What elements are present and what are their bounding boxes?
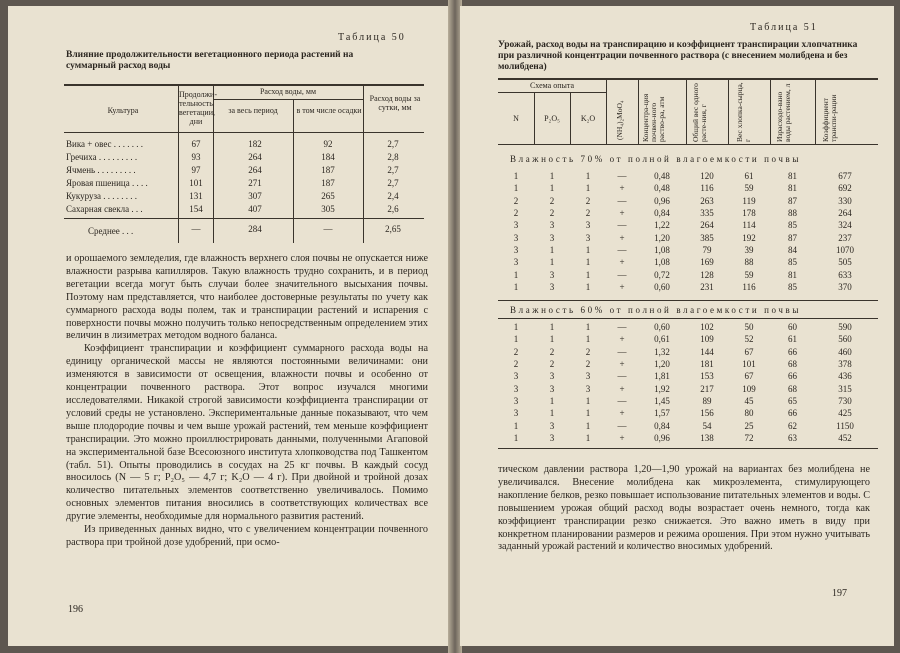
mo-sign: + xyxy=(619,408,625,419)
total-value: 264 xyxy=(248,164,262,175)
concentration-value: 1,08 xyxy=(654,245,670,256)
coef-value: 264 xyxy=(838,208,852,219)
average-precip: — xyxy=(323,224,333,234)
mo-sign: + xyxy=(619,433,625,444)
concentration-value: 0,72 xyxy=(654,269,670,280)
water-value: 66 xyxy=(788,408,797,419)
days-value: 93 xyxy=(191,151,201,162)
daily-value: 2,7 xyxy=(387,177,399,188)
n-value: 3 xyxy=(513,408,519,419)
days-value: 97 xyxy=(191,164,201,175)
coef-value: 1070 xyxy=(836,245,854,256)
concentration-value: 1,92 xyxy=(654,383,670,394)
scheme-sub-rule xyxy=(498,92,606,93)
k-value: 1 xyxy=(585,408,591,419)
k-value: 3 xyxy=(585,220,591,231)
water-value: 68 xyxy=(788,383,797,394)
section-rule xyxy=(498,300,878,301)
coef-value: 730 xyxy=(838,396,852,407)
cotton-weight-value: 61 xyxy=(744,171,754,181)
k-value: 1 xyxy=(585,396,591,407)
concentration-value: 1,08 xyxy=(654,257,670,268)
table-top-rule xyxy=(498,78,878,80)
daily-value: 2,8 xyxy=(387,151,399,162)
total-weight-value: 169 xyxy=(700,257,714,268)
mo-sign: + xyxy=(619,359,625,370)
n-value: 1 xyxy=(513,171,519,181)
total-weight-value: 263 xyxy=(700,195,714,206)
p-value: 3 xyxy=(549,433,555,444)
avg-separator-rule xyxy=(64,218,424,219)
header-culture: Культура xyxy=(107,106,139,115)
water-value: 65 xyxy=(788,396,797,407)
total-weight-value: 138 xyxy=(700,433,714,444)
cotton-weight-value: 119 xyxy=(742,195,756,206)
p-value: 2 xyxy=(549,208,555,219)
coef-value: 692 xyxy=(838,183,852,194)
concentration-value: 0,84 xyxy=(654,420,670,431)
water-value: 85 xyxy=(788,220,797,231)
mo-sign: — xyxy=(617,396,627,407)
cotton-weight-value: 88 xyxy=(744,257,754,268)
water-value: 84 xyxy=(788,245,797,256)
mo-sign: — xyxy=(617,171,627,181)
table-bottom-rule xyxy=(498,448,878,449)
water-value: 85 xyxy=(788,257,797,268)
concentration-value: 0,60 xyxy=(654,282,670,293)
mo-sign: + xyxy=(619,232,625,243)
water-value: 61 xyxy=(788,334,797,345)
k-value: 1 xyxy=(585,420,591,431)
header-duration: Продолжи-тельность вегетации, дни xyxy=(179,90,217,126)
concentration-value: 1,32 xyxy=(654,346,670,357)
p-value: 1 xyxy=(549,171,555,181)
water-value: 81 xyxy=(788,171,797,181)
col-divider xyxy=(686,79,687,144)
k-value: 1 xyxy=(585,334,591,345)
cotton-weight-value: 114 xyxy=(742,220,756,231)
coef-value: 237 xyxy=(838,232,852,243)
header-incl-precip: в том числе осадки xyxy=(296,106,362,115)
col-divider xyxy=(770,79,771,144)
mo-sign: — xyxy=(617,245,627,256)
col-divider xyxy=(534,92,535,144)
header-water-spent: Израсходо-вано воды растением, л xyxy=(775,83,792,142)
header-molybdate: (NH₄)₂MoO₄ xyxy=(615,100,624,140)
water-value: 66 xyxy=(788,346,797,357)
n-value: 3 xyxy=(513,257,519,268)
total-weight-value: 102 xyxy=(700,322,714,332)
mo-sign: + xyxy=(619,183,625,194)
k-value: 3 xyxy=(585,383,591,394)
total-value: 182 xyxy=(248,139,262,149)
total-value: 407 xyxy=(248,203,262,214)
p-value: 3 xyxy=(549,220,555,231)
paragraph: Коэффициент транспирации и коэффициент суммарного расхода воды на единицу органической массы не являются постоянными величинами: они изменяются в зависимости от освещения, влажности почвы и особенно от концентрации почвенного раствора. Этот вопрос изучался многими исследователями. Никакой строгой зависимости коэффициента транспирации от условий среды не установлено. Экспериментальные данные показывают, что чем выше плодородие почвы и чем выше урожай растений, тем меньше коэффициент транспирации. Это можно проиллюстрировать данными, полученными Агаповой на экспериментальной базе Всесоюзного института хлопководства под Ташкентом (табл. 51). Опыты проводились в сосудах на 25 кг почвы. В каждый сосуд вносилось (N — 5 г; P₂O₅ — 4,7 г; K₂O — 4 г). При двойной и тройной дозах количество питательных элементов соответственно увеличивалось. Помимо основных элементов питания вносились в соответствующих количествах все другие элементы, необходимые для нормального развития растений. xyxy=(66,343,428,523)
days-value: 101 xyxy=(189,177,203,188)
cotton-weight-value: 116 xyxy=(742,282,756,293)
crop-name: Яровая пшеница . . . . xyxy=(66,177,148,188)
cotton-weight-value: 72 xyxy=(744,433,754,444)
average-total: 284 xyxy=(248,224,262,234)
section-humidity-70: Влажность 70% от полной влагоемкости почвы xyxy=(510,154,802,164)
cotton-weight-value: 67 xyxy=(744,371,754,382)
page-number-right: 197 xyxy=(832,588,847,599)
coef-value: 452 xyxy=(838,433,852,444)
k-value: 2 xyxy=(585,359,591,370)
precip-value: 184 xyxy=(321,151,335,162)
k-value: 1 xyxy=(585,245,591,256)
concentration-value: 1,20 xyxy=(654,232,670,243)
cotton-weight-value: 101 xyxy=(742,359,756,370)
header-whole-period: за весь период xyxy=(228,106,278,115)
cotton-weight-value: 67 xyxy=(744,346,754,357)
n-value: 2 xyxy=(513,208,519,219)
n-value: 3 xyxy=(513,245,519,256)
coef-value: 324 xyxy=(838,220,852,231)
k-value: 1 xyxy=(585,171,591,181)
table-top-rule xyxy=(64,84,424,86)
header-concentration: Концентра-ция почвен-ного раство-ра, атм xyxy=(641,93,666,142)
paragraph: Из приведенных данных видно, что с увеличением концентрации почвенного раствора при тройной дозе удобрений, при осмо- xyxy=(66,524,428,548)
water-value: 68 xyxy=(788,359,797,370)
table-50-label: Таблица 50 xyxy=(338,32,406,43)
concentration-value: 0,61 xyxy=(654,334,670,345)
coef-value: 633 xyxy=(838,269,852,280)
header-per-day: Расход воды за сутки, мм xyxy=(369,94,421,112)
header-bottom-rule xyxy=(498,144,878,145)
total-weight-value: 79 xyxy=(702,245,712,256)
n-value: 1 xyxy=(513,433,519,444)
daily-value: 2,6 xyxy=(387,203,399,214)
coef-value: 436 xyxy=(838,371,852,382)
total-weight-value: 89 xyxy=(702,396,712,407)
average-daily: 2,65 xyxy=(385,224,401,234)
n-value: 2 xyxy=(513,359,519,370)
cotton-weight-value: 178 xyxy=(742,208,756,219)
left-body-text xyxy=(66,253,428,550)
total-weight-value: 128 xyxy=(700,269,714,280)
header-n: N xyxy=(513,114,519,123)
mo-sign: — xyxy=(617,371,627,382)
p-value: 1 xyxy=(549,257,555,268)
k-value: 1 xyxy=(585,322,591,332)
mo-sign: — xyxy=(617,269,627,280)
precip-value: 305 xyxy=(321,203,335,214)
coef-value: 460 xyxy=(838,346,852,357)
k-value: 2 xyxy=(585,346,591,357)
water-value: 87 xyxy=(788,195,797,206)
k-value: 1 xyxy=(585,183,591,194)
total-weight-value: 385 xyxy=(700,232,714,243)
header-raw-cotton: Вес хлопка-сырца, г xyxy=(735,82,752,142)
coef-value: 1150 xyxy=(836,420,854,431)
col-divider xyxy=(570,92,571,144)
total-weight-value: 153 xyxy=(700,371,714,382)
col-divider xyxy=(293,99,294,243)
col-divider xyxy=(815,79,816,144)
col-divider xyxy=(728,79,729,144)
total-weight-value: 231 xyxy=(700,282,714,293)
daily-value: 2,7 xyxy=(387,139,399,149)
p-value: 1 xyxy=(549,322,555,332)
precip-value: 92 xyxy=(323,139,333,149)
total-weight-value: 264 xyxy=(700,220,714,231)
mo-sign: — xyxy=(617,420,627,431)
p-value: 1 xyxy=(549,183,555,194)
average-days: — xyxy=(191,224,201,234)
mo-sign: + xyxy=(619,334,625,345)
table-50-title: Влияние продолжительности вегетационного периода растений на суммарный расход воды xyxy=(66,50,354,71)
header-bottom-rule xyxy=(64,132,424,133)
crop-name: Ячмень . . . . . . . . . xyxy=(66,164,136,175)
k-value: 1 xyxy=(585,257,591,268)
water-value: 62 xyxy=(788,420,797,431)
concentration-value: 0,48 xyxy=(654,183,670,194)
water-value: 88 xyxy=(788,208,797,219)
days-value: 154 xyxy=(189,203,203,214)
p-value: 3 xyxy=(549,383,555,394)
n-value: 3 xyxy=(513,396,519,407)
n-value: 3 xyxy=(513,383,519,394)
daily-value: 2,7 xyxy=(387,164,399,175)
precip-value: 187 xyxy=(321,164,335,175)
header-k: K₂O xyxy=(580,114,596,123)
total-weight-value: 156 xyxy=(700,408,714,419)
section-rule xyxy=(498,318,878,319)
header-p: P₂O₅ xyxy=(544,114,560,123)
p-value: 3 xyxy=(549,269,555,280)
n-value: 2 xyxy=(513,346,519,357)
cotton-weight-value: 50 xyxy=(744,322,754,332)
k-value: 2 xyxy=(585,208,591,219)
n-value: 2 xyxy=(513,195,519,206)
right-body-text xyxy=(498,464,870,554)
coef-value: 590 xyxy=(838,322,852,332)
n-value: 3 xyxy=(513,232,519,243)
total-weight-value: 54 xyxy=(702,420,712,431)
concentration-value: 0,84 xyxy=(654,208,670,219)
p-value: 1 xyxy=(549,245,555,256)
mo-sign: — xyxy=(617,195,627,206)
concentration-value: 1,22 xyxy=(654,220,670,231)
average-label: Среднее . . . xyxy=(88,226,134,236)
mo-sign: — xyxy=(617,322,627,332)
right-page xyxy=(460,6,894,646)
concentration-value: 1,45 xyxy=(654,396,670,407)
k-value: 1 xyxy=(585,433,591,444)
water-value: 60 xyxy=(788,322,797,332)
total-weight-value: 109 xyxy=(700,334,714,345)
header-scheme: Схема опыта xyxy=(529,81,575,90)
water-value: 87 xyxy=(788,232,797,243)
paragraph: и орошаемого земледелия, где влажность верхнего слоя почвы не опускается ниже влажности разрыва капилляров. Такую влажность трудно сохранить, и в период вегетации всегда могут быть случаи более значительного высыхания почвы. Поэтому нам представляется, что наиболее достоверные результаты по учету как суммарного расхода воды полем, так и транспирации растений и испарения с поверхности почвы можно получить только непосредственным определением этих величин в лизиметрах методом водного баланса. xyxy=(66,253,428,342)
p-value: 3 xyxy=(549,420,555,431)
water-value: 81 xyxy=(788,269,797,280)
coef-value: 505 xyxy=(838,257,852,268)
table-51-label: Таблица 51 xyxy=(750,22,818,33)
n-value: 1 xyxy=(513,183,519,194)
total-weight-value: 116 xyxy=(700,183,714,194)
water-value: 81 xyxy=(788,183,797,194)
section-humidity-60: Влажность 60% от полной влагоемкости почвы xyxy=(510,305,802,315)
mo-sign: — xyxy=(617,220,627,231)
total-weight-value: 181 xyxy=(700,359,714,370)
concentration-value: 0,48 xyxy=(654,171,670,181)
p-value: 3 xyxy=(549,371,555,382)
coef-value: 425 xyxy=(838,408,852,419)
paragraph: тическом давлении раствора 1,20—1,90 урожай на вариантах без молибдена не увеличивался. Внесение молибдена как микроэлемента, стимулирующего накопление белков, резко повышает использование питательных элементов и воды. С повышением урожая общий расход воды возрастает очень немного, тогда как коэффициент транспирации резко снижается. Это важно иметь в виду при конкретном планировании размеров и режима орошения. При этом нужно учитывать заданный урожай растений и количество вносимых удобрений. xyxy=(498,464,870,553)
k-value: 1 xyxy=(585,269,591,280)
days-value: 131 xyxy=(189,190,203,201)
water-value: 63 xyxy=(788,433,797,444)
k-value: 3 xyxy=(585,232,591,243)
total-weight-value: 144 xyxy=(700,346,714,357)
total-weight-value: 120 xyxy=(700,171,714,181)
total-weight-value: 217 xyxy=(700,383,714,394)
concentration-value: 1,20 xyxy=(654,359,670,370)
p-value: 1 xyxy=(549,408,555,419)
p-value: 3 xyxy=(549,282,555,293)
col-divider xyxy=(363,85,364,243)
coef-value: 378 xyxy=(838,359,852,370)
header-sub-rule xyxy=(213,99,363,100)
concentration-value: 0,60 xyxy=(654,322,670,332)
k-value: 3 xyxy=(585,371,591,382)
cotton-weight-value: 109 xyxy=(742,383,756,394)
n-value: 3 xyxy=(513,371,519,382)
k-value: 1 xyxy=(585,282,591,293)
cotton-weight-value: 25 xyxy=(744,420,754,431)
crop-name: Гречиха . . . . . . . . . xyxy=(66,151,138,162)
mo-sign: + xyxy=(619,282,625,293)
cotton-weight-value: 39 xyxy=(744,245,754,256)
coef-value: 370 xyxy=(838,282,852,293)
concentration-value: 0,96 xyxy=(654,195,670,206)
left-page xyxy=(8,6,450,646)
cotton-weight-value: 192 xyxy=(742,232,756,243)
n-value: 1 xyxy=(513,322,519,332)
cotton-weight-value: 59 xyxy=(744,183,754,194)
n-value: 1 xyxy=(513,420,519,431)
cotton-weight-value: 45 xyxy=(744,396,754,407)
n-value: 1 xyxy=(513,282,519,293)
coef-value: 677 xyxy=(838,171,852,181)
n-value: 3 xyxy=(513,220,519,231)
daily-value: 2,4 xyxy=(387,190,399,201)
table-51-title: Урожай, расход воды на транспирацию и коэффициент транспирации хлопчатника при различной концентрации почвенного раствора (с внесением молибдена и без молибдена) xyxy=(498,40,858,72)
mo-sign: — xyxy=(617,346,627,357)
total-value: 307 xyxy=(248,190,262,201)
cotton-weight-value: 59 xyxy=(744,269,754,280)
p-value: 1 xyxy=(549,334,555,345)
p-value: 3 xyxy=(549,232,555,243)
water-value: 85 xyxy=(788,282,797,293)
water-value: 66 xyxy=(788,371,797,382)
cotton-weight-value: 52 xyxy=(744,334,754,345)
crop-name: Вика + овес . . . . . . . xyxy=(66,139,144,149)
mo-sign: + xyxy=(619,257,625,268)
p-value: 2 xyxy=(549,346,555,357)
total-value: 264 xyxy=(248,151,262,162)
n-value: 1 xyxy=(513,269,519,280)
mo-sign: + xyxy=(619,208,625,219)
col-divider xyxy=(638,79,639,144)
p-value: 2 xyxy=(549,195,555,206)
precip-value: 187 xyxy=(321,177,335,188)
cotton-weight-value: 80 xyxy=(744,408,754,419)
p-value: 1 xyxy=(549,396,555,407)
coef-value: 330 xyxy=(838,195,852,206)
k-value: 2 xyxy=(585,195,591,206)
concentration-value: 0,96 xyxy=(654,433,670,444)
page-number-left: 196 xyxy=(68,604,83,615)
concentration-value: 1,81 xyxy=(654,371,670,382)
total-value: 271 xyxy=(248,177,262,188)
days-value: 67 xyxy=(191,139,201,149)
concentration-value: 1,57 xyxy=(654,408,670,419)
p-value: 2 xyxy=(549,359,555,370)
mo-sign: + xyxy=(619,383,625,394)
col-divider xyxy=(606,79,607,144)
coef-value: 560 xyxy=(838,334,852,345)
header-transpiration-coef: Коэффициент транспи-рации xyxy=(821,94,838,142)
total-weight-value: 335 xyxy=(700,208,714,219)
coef-value: 315 xyxy=(838,383,852,394)
precip-value: 265 xyxy=(321,190,335,201)
crop-name: Кукуруза . . . . . . . . xyxy=(66,190,138,201)
header-water-use: Расход воды, мм xyxy=(259,87,317,96)
crop-name: Сахарная свекла . . . xyxy=(66,203,143,214)
n-value: 1 xyxy=(513,334,519,345)
header-total-weight: Общий вес одного расте-ния, г xyxy=(691,83,708,142)
